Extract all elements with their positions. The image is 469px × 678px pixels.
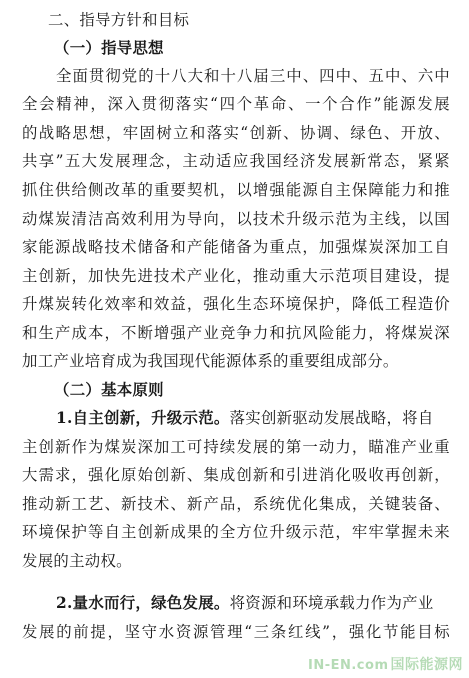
subsection-heading-basic-principles: （二）基本原则: [54, 381, 164, 399]
principle-2-first-text: 将资源和环境承载力作为产业: [229, 594, 434, 612]
principle-1-first-line: [56, 408, 450, 428]
site-watermark-logo: [308, 654, 463, 674]
paragraph-line: 和生产成本，不断增强产业竞争力和抗风险能力，将煤炭深: [22, 324, 450, 342]
paragraph-line: 升煤炭转化效率和效益，强化生态环境保护，降低工程造价: [22, 295, 450, 313]
paragraph-line: 抓住供给侧改革的重要契机，以增强能源自主保障能力和推: [22, 181, 450, 199]
principle-2-title: 2.量水而行，绿色发展。: [56, 594, 230, 612]
principle-1-title: 1.自主创新，升级示范。: [56, 409, 230, 427]
watermark-site-name: 国际能源网: [390, 657, 463, 673]
paragraph-line: 发展的前提，坚守水资源管理“三条红线”，强化节能目标: [22, 623, 450, 641]
principle-2-first-line: [56, 593, 450, 613]
paragraph-line: 发展的主动权。: [22, 552, 132, 570]
paragraph-line: 动煤炭清洁高效利用为导向，以技术升级示范为主线，以国: [22, 210, 450, 228]
paragraph-line: 环境保护等自主创新成果的全方位升级示范，牢牢掌握未来: [22, 523, 450, 541]
paragraph-line: 推动新工艺、新技术、新产品，系统优化集成，关键装备、: [22, 495, 450, 513]
subsection-heading-guiding-ideology: （一）指导思想: [54, 39, 164, 57]
section-heading: 二、指导方针和目标: [48, 11, 190, 29]
paragraph-line: 主创新，加快先进技术产业化，推动重大示范项目建设，提: [22, 267, 450, 285]
paragraph-line: 加工产业培育成为我国现代能源体系的重要组成部分。: [22, 352, 399, 370]
watermark-url: IN-EN.com: [308, 658, 389, 673]
paragraph-line: 主创新作为煤炭深加工可持续发展的第一动力，瞄准产业重: [22, 438, 450, 456]
paragraph-line: 全会精神，深入贯彻落实“四个革命、一个合作”能源发展: [22, 95, 450, 113]
paragraph-line: 全面贯彻党的十八大和十八届三中、四中、五中、六中: [56, 67, 450, 85]
paragraph-line: 的战略思想，牢固树立和落实“创新、协调、绿色、开放、: [22, 124, 450, 142]
paragraph-line: 共享”五大发展理念，主动适应我国经济发展新常态，紧紧: [22, 152, 450, 170]
principle-1-first-text: 落实创新驱动发展战略，将自: [229, 409, 434, 427]
paragraph-line: 家能源战略技术储备和产能储备为重点，加强煤炭深加工自: [22, 238, 450, 256]
paragraph-line: 大需求，强化原始创新、集成创新和引进消化吸收再创新，: [22, 466, 450, 484]
